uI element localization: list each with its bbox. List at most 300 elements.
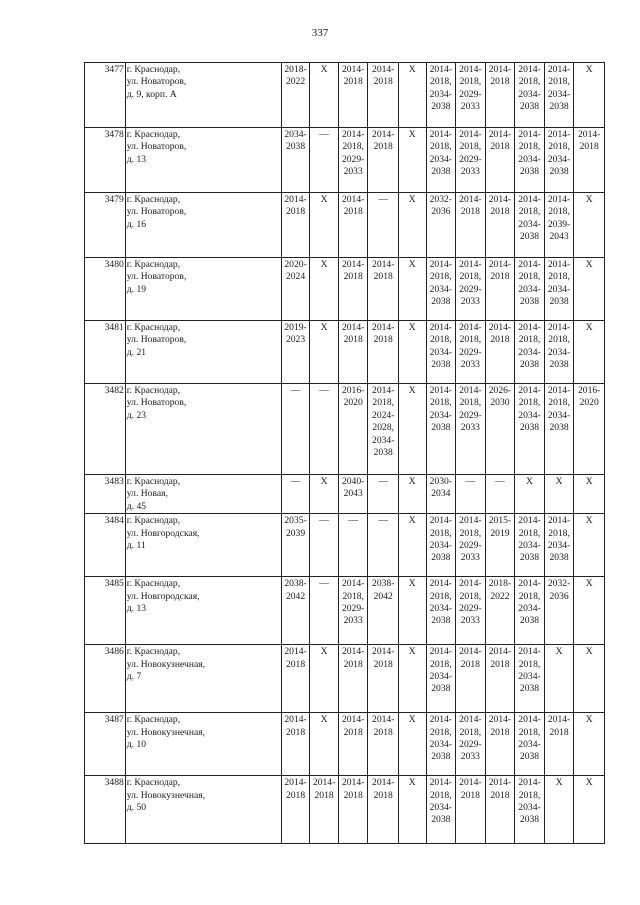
period-line: X xyxy=(320,646,328,658)
work-period-cell xyxy=(338,713,368,776)
period-line: 2018, xyxy=(548,271,570,283)
row-number: 3485 xyxy=(85,577,126,645)
period-line: 2014- xyxy=(488,322,512,333)
period-line: 2034- xyxy=(547,540,571,552)
period-line: 2038 xyxy=(519,615,540,627)
address-line: г. Краснодар, xyxy=(126,777,181,789)
period-line: 2038 xyxy=(373,447,393,459)
work-period-cell xyxy=(426,128,456,193)
period-line: 2038 xyxy=(519,422,540,434)
work-period-cell xyxy=(338,577,368,645)
period-line: 2018, xyxy=(459,726,482,738)
period-line: 2014- xyxy=(459,578,482,590)
period-line: X xyxy=(320,194,328,205)
work-period-cell xyxy=(574,475,605,514)
row-number: 3477 xyxy=(85,63,126,128)
period-line: 2034- xyxy=(547,283,571,295)
period-line: 2014- xyxy=(459,515,482,527)
work-period-cell xyxy=(368,193,399,258)
period-line: 2034 xyxy=(431,488,451,500)
period-line: X xyxy=(408,322,416,333)
period-line: X xyxy=(585,476,593,487)
period-line: — xyxy=(465,476,476,487)
period-line: X xyxy=(526,476,533,487)
period-line: 2014- xyxy=(372,646,395,658)
period-line: 2014- xyxy=(488,714,512,726)
period-line: 2018 xyxy=(285,658,306,670)
period-line: 2033 xyxy=(460,422,480,434)
address-line: д. 10 xyxy=(126,739,147,751)
period-line: 2014- xyxy=(547,129,571,140)
period-line: 2018, xyxy=(459,141,482,153)
period-line: 2018, xyxy=(518,590,541,602)
work-period-cell xyxy=(368,645,399,713)
period-line: 2020 xyxy=(343,397,363,409)
period-line: 2014- xyxy=(547,322,571,333)
period-line: X xyxy=(408,64,416,75)
row-number: 3482 xyxy=(85,384,126,475)
address-cell xyxy=(125,713,281,776)
work-period-cell xyxy=(574,321,605,384)
period-line: 2038 xyxy=(549,166,569,178)
row-number: 3484 xyxy=(85,514,126,577)
period-line: 2014- xyxy=(341,64,365,75)
period-line: 2014- xyxy=(429,322,452,333)
period-line: 2014- xyxy=(518,129,541,140)
work-period-cell xyxy=(485,128,515,193)
period-line: 2024 xyxy=(285,271,306,283)
work-period-cell xyxy=(574,645,605,713)
period-line: 2038 xyxy=(431,296,451,308)
period-line: 2038 xyxy=(285,141,306,153)
period-line: 2014- xyxy=(459,646,482,658)
period-line: 2034- xyxy=(429,346,452,358)
work-period-cell xyxy=(310,713,339,776)
period-line: 2018 xyxy=(285,726,306,738)
work-period-cell xyxy=(426,63,456,128)
period-line: 2014- xyxy=(372,385,395,396)
period-line: 2018 xyxy=(460,658,480,670)
table-row xyxy=(85,514,605,577)
period-line: 2039 xyxy=(285,527,306,539)
period-line: 2018, xyxy=(342,141,364,153)
period-line: 2018- xyxy=(284,64,307,75)
address-line: ул. Новаторов, xyxy=(126,271,187,283)
period-line: 2038 xyxy=(431,615,451,627)
period-line: 2034- xyxy=(429,283,452,295)
address-cell xyxy=(125,258,281,321)
period-line: 2034- xyxy=(518,153,541,165)
work-period-cell xyxy=(310,384,339,475)
period-line: 2014- xyxy=(518,385,541,396)
period-line: 2034- xyxy=(429,88,452,100)
work-period-cell xyxy=(426,713,456,776)
period-line: 2026- xyxy=(488,385,512,396)
period-line: 2018 xyxy=(490,76,510,88)
period-line: 2030- xyxy=(429,476,452,487)
period-line: 2014- xyxy=(459,259,482,270)
work-period-cell xyxy=(456,713,486,776)
period-line: 2018 xyxy=(373,789,393,801)
period-line: 2014- xyxy=(488,194,512,205)
period-line: — xyxy=(495,476,505,487)
period-line: X xyxy=(585,714,593,726)
address-line: д. 45 xyxy=(126,500,147,512)
work-period-cell xyxy=(338,645,368,713)
period-line: 2023 xyxy=(285,334,306,346)
address-line: д. 13 xyxy=(126,153,147,165)
period-line: 2014- xyxy=(429,385,452,396)
period-line: X xyxy=(320,322,328,333)
period-line: 2018, xyxy=(430,658,452,670)
period-line: 2038 xyxy=(519,359,540,371)
work-period-cell xyxy=(368,128,399,193)
work-period-cell xyxy=(338,776,368,844)
work-period-cell xyxy=(310,258,339,321)
work-period-cell xyxy=(399,475,427,514)
period-line: 2034- xyxy=(518,739,541,751)
address-cell xyxy=(125,475,281,514)
work-period-cell xyxy=(515,645,545,713)
period-line: 2039- xyxy=(547,218,571,230)
period-line: 2038 xyxy=(549,552,569,564)
period-line: 2014- xyxy=(577,129,601,140)
work-period-cell xyxy=(399,384,427,475)
period-line: 2014- xyxy=(341,259,365,270)
period-line: X xyxy=(555,476,563,487)
address-line: г. Краснодар, xyxy=(126,646,181,658)
work-period-cell xyxy=(338,193,368,258)
period-line: 2018 xyxy=(373,271,393,283)
period-line: 2018, xyxy=(518,206,541,218)
period-line: 2018 xyxy=(343,206,363,218)
period-line: 2018, xyxy=(548,334,570,346)
period-line: 2018 xyxy=(373,76,393,88)
period-line: 2018 xyxy=(373,726,393,738)
period-line: 2042 xyxy=(285,590,306,602)
work-period-cell xyxy=(456,514,486,577)
work-period-cell xyxy=(485,384,515,475)
period-line: 2014- xyxy=(488,64,512,75)
work-period-cell xyxy=(456,577,486,645)
table-row xyxy=(85,645,605,713)
work-period-cell xyxy=(574,384,605,475)
period-line: 2018 xyxy=(373,334,393,346)
period-line: 2014- xyxy=(488,646,512,658)
address-line: д. 50 xyxy=(126,802,147,814)
work-period-cell xyxy=(544,645,574,713)
work-period-cell xyxy=(399,193,427,258)
period-line: 2038 xyxy=(431,814,451,826)
work-period-cell xyxy=(338,128,368,193)
table-row xyxy=(85,258,605,321)
period-line: 2014- xyxy=(518,714,541,726)
row-number: 3488 xyxy=(85,776,126,844)
work-period-cell xyxy=(368,475,399,514)
period-line: 2018, xyxy=(548,141,570,153)
work-period-cell xyxy=(456,258,486,321)
period-line: 2014- xyxy=(372,714,395,726)
work-period-cell xyxy=(515,258,545,321)
work-period-cell xyxy=(426,475,456,514)
work-period-cell xyxy=(399,63,427,128)
period-line: 2014- xyxy=(547,515,571,527)
work-period-cell xyxy=(485,577,515,645)
period-line: 2034- xyxy=(284,129,307,140)
period-line: X xyxy=(408,714,416,726)
period-line: 2014- xyxy=(547,259,571,270)
capital-repair-schedule-table xyxy=(84,62,605,844)
period-line: 2014- xyxy=(459,777,482,789)
work-period-cell xyxy=(515,577,545,645)
period-line: 2038- xyxy=(284,578,307,590)
work-period-cell xyxy=(485,645,515,713)
work-period-cell xyxy=(544,128,574,193)
work-period-cell xyxy=(310,63,339,128)
table-row xyxy=(85,128,605,193)
period-line: 2018, xyxy=(548,206,570,218)
address-line: г. Краснодар, xyxy=(126,515,181,527)
period-line: 2018, xyxy=(518,334,541,346)
work-period-cell xyxy=(544,776,574,844)
address-line: г. Краснодар, xyxy=(126,259,181,270)
table-row xyxy=(85,713,605,776)
period-line: 2014- xyxy=(341,322,365,333)
period-line: 2014- xyxy=(429,129,452,140)
period-line: 2014- xyxy=(341,578,365,590)
period-line: 2040- xyxy=(341,476,365,487)
work-period-cell xyxy=(574,776,605,844)
period-line: 2034- xyxy=(518,409,541,421)
period-line: X xyxy=(585,64,593,75)
period-line: 2038 xyxy=(519,101,540,113)
period-line: X xyxy=(320,259,328,270)
period-line: 2034- xyxy=(518,603,541,615)
work-period-cell xyxy=(485,475,515,514)
table-row xyxy=(85,577,605,645)
work-period-cell xyxy=(456,128,486,193)
work-period-cell xyxy=(544,577,574,645)
period-line: 2029- xyxy=(341,603,365,615)
period-line: 2038 xyxy=(519,683,540,695)
address-line: д. 23 xyxy=(126,409,147,421)
work-period-cell xyxy=(426,321,456,384)
period-line: 2014- xyxy=(459,322,482,333)
period-line: 2014- xyxy=(547,194,571,205)
work-period-cell xyxy=(281,645,310,713)
work-period-cell xyxy=(485,713,515,776)
period-line: X xyxy=(585,515,593,527)
work-period-cell xyxy=(426,514,456,577)
period-line: 2034- xyxy=(547,88,571,100)
period-line: 2033 xyxy=(460,359,480,371)
work-period-cell xyxy=(310,128,339,193)
row-number: 3478 xyxy=(85,128,126,193)
period-line: 2018- xyxy=(488,578,512,590)
table-row xyxy=(85,193,605,258)
period-line: 2018 xyxy=(285,206,306,218)
period-line: 2014- xyxy=(429,515,452,527)
period-line: 2034- xyxy=(518,671,541,683)
work-period-cell xyxy=(544,384,574,475)
period-line: 2035- xyxy=(284,515,307,527)
period-line: 2024- xyxy=(372,409,395,421)
period-line: 2018, xyxy=(518,726,541,738)
period-line: 2033 xyxy=(460,101,480,113)
address-line: г. Краснодар, xyxy=(126,129,181,140)
period-line: 2020- xyxy=(284,259,307,270)
address-cell xyxy=(125,63,281,128)
period-line: 2014- xyxy=(429,777,452,789)
period-line: 2043 xyxy=(343,488,363,500)
period-line: 2018, xyxy=(548,76,570,88)
work-period-cell xyxy=(544,514,574,577)
table-row xyxy=(85,475,605,514)
work-period-cell xyxy=(399,258,427,321)
table-row xyxy=(85,63,605,128)
work-period-cell xyxy=(515,321,545,384)
address-cell xyxy=(125,321,281,384)
period-line: X xyxy=(585,578,593,590)
work-period-cell xyxy=(574,577,605,645)
work-period-cell xyxy=(426,384,456,475)
work-period-cell xyxy=(281,321,310,384)
period-line: 2032- xyxy=(547,578,571,590)
work-period-cell xyxy=(515,63,545,128)
period-line: 2014- xyxy=(372,64,395,75)
address-cell xyxy=(125,577,281,645)
work-period-cell xyxy=(338,384,368,475)
period-line: 2014- xyxy=(372,322,395,333)
work-period-cell xyxy=(574,63,605,128)
period-line: X xyxy=(320,64,328,75)
address-line: ул. Новгородская, xyxy=(126,590,200,602)
period-line: 2034- xyxy=(429,671,452,683)
period-line: X xyxy=(555,777,563,789)
period-line: 2018 xyxy=(343,789,363,801)
work-period-cell xyxy=(368,713,399,776)
work-period-cell xyxy=(515,475,545,514)
period-line: 2014- xyxy=(312,777,336,789)
work-period-cell xyxy=(456,645,486,713)
work-period-cell xyxy=(574,713,605,776)
work-period-cell xyxy=(544,321,574,384)
period-line: 2014- xyxy=(547,714,571,726)
period-line: 2018, xyxy=(459,397,482,409)
period-line: 2038 xyxy=(519,751,540,763)
work-period-cell xyxy=(281,384,310,475)
period-line: 2033 xyxy=(343,166,363,178)
address-line: г. Краснодар, xyxy=(126,64,181,75)
work-period-cell xyxy=(515,776,545,844)
work-period-cell xyxy=(515,384,545,475)
period-line: 2014- xyxy=(341,129,365,140)
period-line: 2014- xyxy=(372,129,395,140)
work-period-cell xyxy=(574,514,605,577)
address-line: ул. Новаторов, xyxy=(126,334,187,346)
period-line: 2034- xyxy=(429,409,452,421)
work-period-cell xyxy=(544,258,574,321)
address-line: д. 11 xyxy=(126,540,146,552)
period-line: 2018 xyxy=(490,789,510,801)
work-period-cell xyxy=(338,514,368,577)
period-line: 2015- xyxy=(488,515,512,527)
address-line: д. 7 xyxy=(126,671,142,683)
period-line: 2029- xyxy=(459,540,482,552)
period-line: 2018, xyxy=(548,397,570,409)
period-line: 2018, xyxy=(430,527,452,539)
period-line: 2016- xyxy=(341,385,365,396)
row-number: 3483 xyxy=(85,475,126,514)
period-line: X xyxy=(320,476,328,487)
period-line: 2020 xyxy=(579,397,599,409)
address-cell xyxy=(125,645,281,713)
work-period-cell xyxy=(281,577,310,645)
period-line: 2034- xyxy=(547,409,571,421)
period-line: 2018 xyxy=(373,141,393,153)
period-line: 2034- xyxy=(547,153,571,165)
period-line: 2034- xyxy=(429,540,452,552)
period-line: 2038 xyxy=(549,101,569,113)
period-line: 2034- xyxy=(518,88,541,100)
period-line: 2018, xyxy=(518,141,541,153)
period-line: — xyxy=(319,515,329,527)
work-period-cell xyxy=(338,63,368,128)
period-line: 2014- xyxy=(429,646,452,658)
period-line: 2018 xyxy=(460,789,480,801)
period-line: X xyxy=(585,646,593,658)
period-line: 2014- xyxy=(459,385,482,396)
period-line: 2034- xyxy=(429,603,452,615)
period-line: 2029- xyxy=(459,153,482,165)
period-line: 2033 xyxy=(460,552,480,564)
address-line: ул. Новокузнечная, xyxy=(126,789,206,801)
work-period-cell xyxy=(544,63,574,128)
period-line: 2034- xyxy=(372,434,395,446)
period-line: 2014- xyxy=(429,714,452,726)
period-line: 2038- xyxy=(372,578,395,590)
period-line: 2014- xyxy=(547,64,571,75)
work-period-cell xyxy=(515,713,545,776)
period-line: 2030 xyxy=(490,397,510,409)
period-line: — xyxy=(319,578,329,590)
address-line: г. Краснодар, xyxy=(126,322,181,333)
period-line: 2029- xyxy=(459,346,482,358)
period-line: 2014- xyxy=(341,777,365,789)
period-line: 2014- xyxy=(429,64,452,75)
work-period-cell xyxy=(310,514,339,577)
work-period-cell xyxy=(281,128,310,193)
work-period-cell xyxy=(485,776,515,844)
period-line: 2014- xyxy=(341,714,365,726)
period-line: — xyxy=(378,476,389,487)
period-line: 2038 xyxy=(431,359,451,371)
row-number: 3479 xyxy=(85,193,126,258)
period-line: 2034- xyxy=(518,346,541,358)
period-line: 2018, xyxy=(430,141,452,153)
period-line: 2038 xyxy=(549,296,569,308)
period-line: 2014- xyxy=(284,714,307,726)
period-line: 2014- xyxy=(459,714,482,726)
work-period-cell xyxy=(544,193,574,258)
work-period-cell xyxy=(399,128,427,193)
period-line: 2018, xyxy=(518,76,541,88)
address-line: г. Краснодар, xyxy=(126,476,181,487)
address-cell xyxy=(125,776,281,844)
work-period-cell xyxy=(338,321,368,384)
period-line: 2038 xyxy=(519,231,540,243)
work-period-cell xyxy=(456,193,486,258)
